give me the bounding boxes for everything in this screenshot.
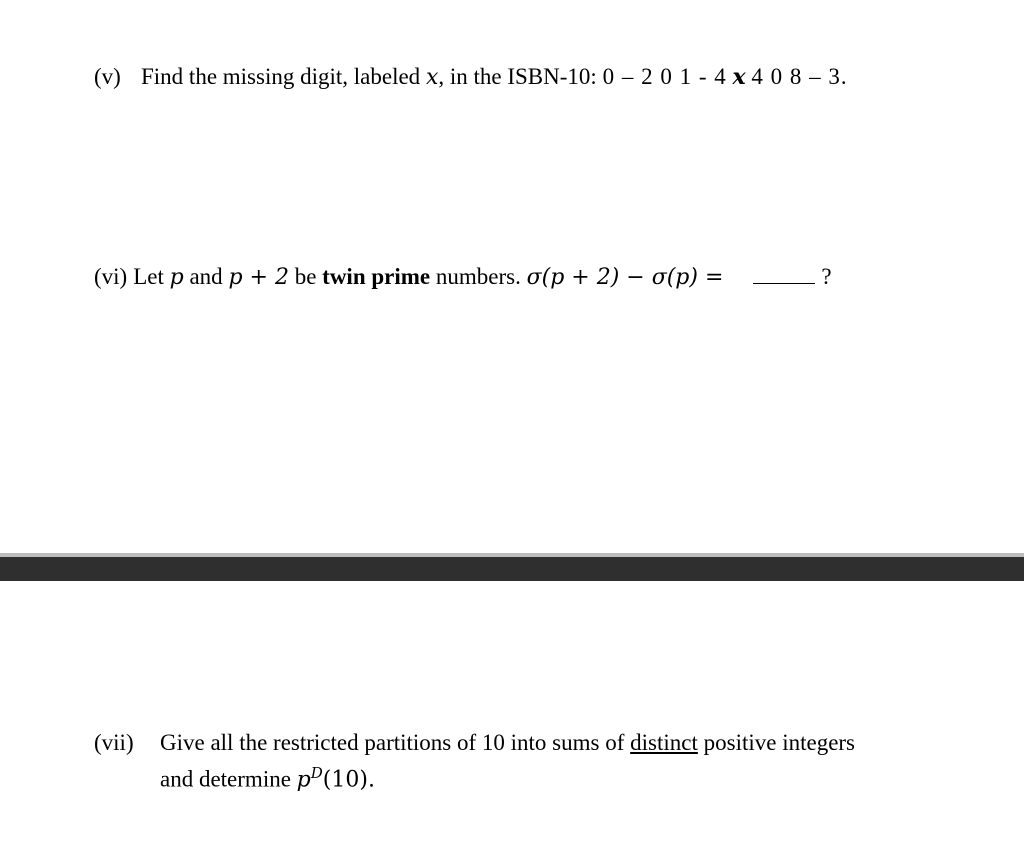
problem-vi-question-mark: ?	[821, 264, 832, 289]
problem-vi-and: and	[189, 264, 223, 289]
problem-v	[94, 62, 848, 93]
answer-blank	[753, 269, 815, 284]
problem-vii-line1-before: Give all the restricted partitions of 10 into sums of	[160, 730, 625, 755]
problem-v-text: Find the missing digit, labeled	[141, 64, 421, 89]
problem-vi-be: be	[294, 264, 317, 289]
problem-vii-line1-after: positive integers	[703, 730, 856, 755]
problem-vi-twin-prime: twin prime	[322, 264, 431, 289]
page-divider-bar	[0, 557, 1024, 581]
problem-vi	[94, 262, 832, 293]
isbn-missing-digit: x	[732, 64, 746, 90]
problem-vii	[94, 728, 855, 796]
problem-vii-line2-before: and determine	[160, 766, 291, 792]
problem-vi-expr-p2: p + 2	[228, 265, 289, 290]
problem-v-number: (v)	[94, 64, 121, 89]
problem-vii-distinct: distinct	[630, 730, 698, 755]
problem-vi-var-p: p	[169, 265, 184, 290]
problem-v-text-mid: , in the ISBN-10:	[438, 64, 597, 89]
problem-vii-number: (vii)	[94, 730, 134, 755]
problem-v-variable: x	[425, 65, 439, 90]
partition-function-base: p	[296, 767, 311, 793]
partition-function-arg: (10).	[322, 767, 375, 793]
partition-function-sup: D	[310, 764, 323, 782]
problem-vi-number: (vi)	[94, 264, 128, 289]
isbn-part-1: 0 – 2 0 1 - 4	[602, 64, 727, 89]
problem-vii-body	[160, 728, 855, 796]
problem-vi-numbers: numbers.	[435, 264, 521, 289]
isbn-part-2: 4 0 8 – 3.	[751, 64, 848, 89]
problem-vi-let: Let	[133, 264, 164, 289]
problem-vi-sigma-expression: σ(p + 2) − σ(p) =	[526, 265, 724, 290]
